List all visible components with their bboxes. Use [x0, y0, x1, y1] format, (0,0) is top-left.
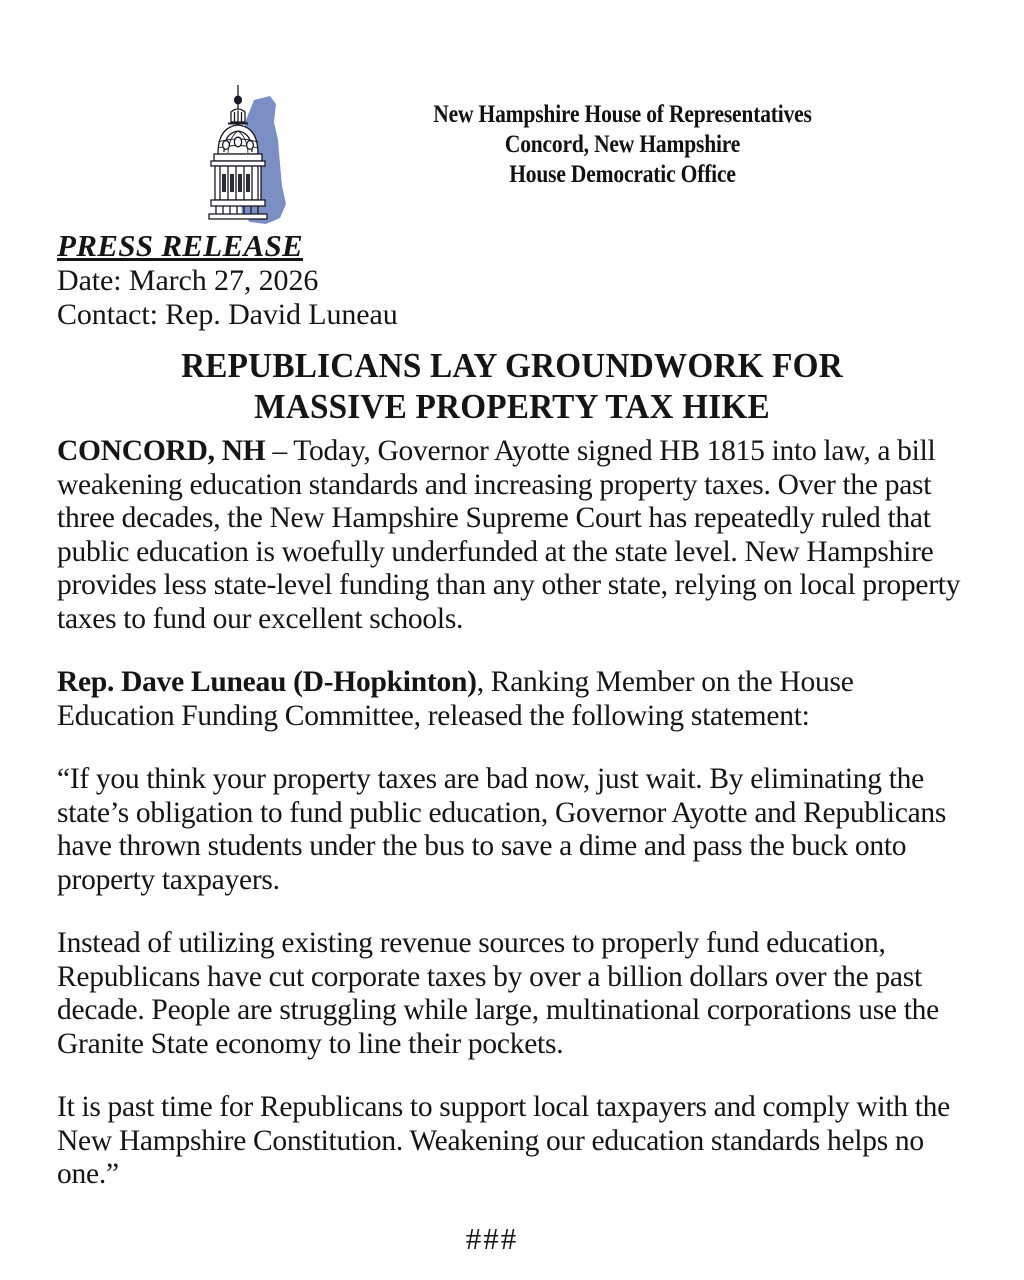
headline-line-1: REPUBLICANS LAY GROUNDWORK FOR	[181, 346, 843, 385]
end-of-release-marker: ###	[465, 1220, 519, 1256]
nh-statehouse-dome-logo	[196, 82, 324, 232]
dateline: CONCORD, NH	[57, 435, 266, 467]
letterhead-title	[371, 100, 874, 190]
paragraph-quote-1: “If you think your property taxes are bad now, just wait. By eliminating the state’s obligation to fund public education, Governor Ayotte and Republicans have thrown students under the bus to save a dime and pass the buck onto property taxpayers.	[57, 763, 947, 896]
release-contact: Contact: Rep. David Luneau	[57, 298, 398, 331]
page-title	[80, 345, 945, 427]
letterhead-line-3: House Democratic Office	[509, 161, 736, 188]
logo-svg	[196, 82, 324, 232]
paragraph-quote-2: Instead of utilizing existing revenue sources to properly fund education, Republicans have cut corporate taxes by over a billion dollars over the past decade. People are struggling while large, multinational corporations use the Granite State economy to line their pockets.	[57, 927, 939, 1060]
letterhead-line-1: New Hampshire House of Representatives	[433, 101, 812, 128]
paragraph-lede-text: – Today, Governor Ayotte signed HB 1815 into law, a bill weakening education standards and increasing property taxes. Over the past three decades, the New Hampshire Supreme Court has repeatedly ruled that public education is woefully underfunded at the state level. New Hampshire provides less state-level funding than any other state, relying on local property taxes to fund our excellent schools.	[57, 435, 961, 635]
paragraph-lede	[57, 435, 967, 636]
paragraph-attribution	[57, 666, 967, 733]
press-release-label: PRESS RELEASE	[57, 228, 303, 263]
paragraph-attribution-text: , Ranking Member on the House Education Funding Committee, released the following statement:	[57, 666, 854, 732]
paragraph-quote-3: It is past time for Republicans to support local taxpayers and comply with the New Hampshire Constitution. Weakening our education standards helps no one.”	[57, 1091, 951, 1190]
speaker-name: Rep. Dave Luneau (D-Hopkinton)	[57, 666, 477, 698]
letterhead	[0, 78, 1024, 228]
headline-line-2: MASSIVE PROPERTY TAX HIKE	[254, 387, 770, 426]
letterhead-line-2: Concord, New Hampshire	[504, 131, 741, 158]
document-body	[57, 228, 967, 1256]
release-date: Date: March 27, 2026	[57, 264, 319, 297]
